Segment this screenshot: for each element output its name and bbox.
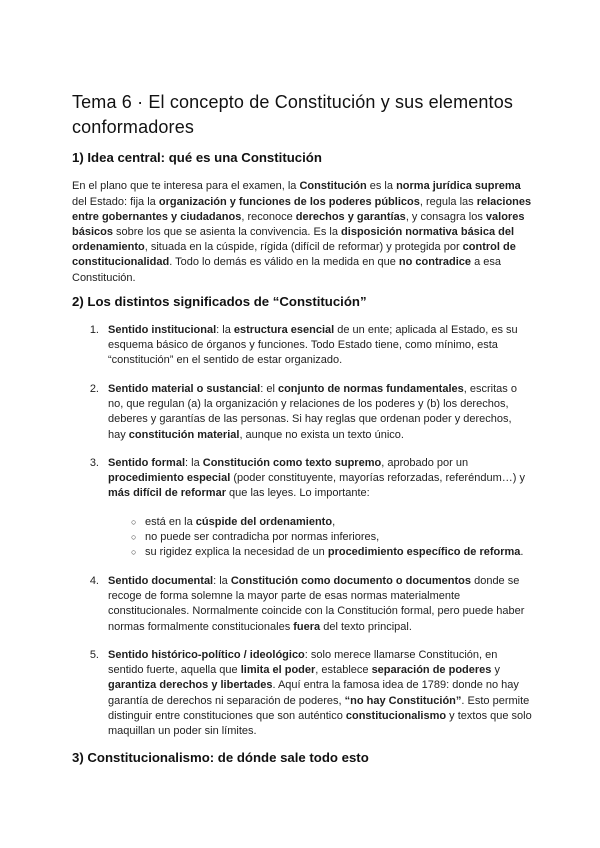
section-heading: 2) Los distintos significados de “Constitución” (72, 293, 367, 309)
text-run: del texto principal. (320, 620, 412, 633)
sub-list-item (145, 545, 532, 560)
bold-text-run: Sentido material o sustancial (108, 382, 261, 395)
bold-text-run: relaciones entre gobernantes y ciudadanos (72, 195, 532, 223)
list-item-text (108, 648, 532, 740)
bold-text-run: Sentido institucional (108, 323, 217, 336)
bold-text-run: garantiza derechos y libertades (108, 679, 273, 692)
bold-text-run: Sentido formal (108, 456, 186, 469)
bold-text-run: derechos y garantías (295, 210, 406, 223)
bold-text-run: limita el poder (240, 664, 316, 677)
bold-text-run: control de constitucionalidad (72, 241, 516, 269)
section-significados (72, 293, 534, 740)
bold-text-run: Constitución como documento o documentos (230, 574, 472, 587)
bold-text-run: Constitución como texto supremo (202, 456, 382, 469)
bold-text-run: Sentido documental (108, 574, 214, 587)
bold-text-run: Sentido histórico-político / ideológico (108, 648, 305, 661)
document-title: Tema 6 · El concepto de Constitución y sus elementos conformadores (72, 92, 514, 137)
document-body (72, 90, 534, 767)
bold-text-run: fuera (293, 620, 321, 633)
text-run: : la (213, 574, 231, 587)
text-run: . Aquí entra la famosa idea de 1789: donde no hay garantía de derechos ni separación de poderes, (108, 679, 519, 707)
text-run: es la (366, 180, 397, 193)
bold-text-run: constitucionalismo (345, 710, 447, 723)
bold-text-run: no contradice (398, 256, 472, 269)
list-item (72, 456, 534, 561)
text-run: , y consagra los (405, 210, 486, 223)
bold-text-run: “no hay Constitución” (344, 694, 462, 707)
text-run: está en la (145, 515, 196, 528)
list-item-text (108, 574, 532, 635)
text-run: : el (260, 382, 278, 395)
list-number: 2. (89, 382, 99, 395)
bold-text-run: cúspide del ordenamiento (195, 515, 333, 528)
list-item (72, 382, 534, 443)
bold-text-run: Constitución (299, 180, 367, 193)
text-run: , situada en la cúspide, rígida (difícil de reformar) y protegida por (144, 241, 463, 254)
bold-text-run: valores básicos (72, 210, 525, 238)
list-number: 5. (89, 648, 99, 661)
bold-text-run: estructura esencial (233, 323, 335, 336)
list-number: 3. (89, 456, 99, 469)
text-run: : solo merece llamarse Constitución, en sentido fuerte, aquella que (108, 648, 498, 677)
sub-list (108, 515, 532, 561)
text-run: En el plano que te interesa para el examen, la (72, 180, 300, 193)
sub-list-item (145, 530, 532, 545)
bold-text-run: norma jurídica suprema (396, 180, 521, 193)
text-run: , (332, 515, 336, 528)
text-run: su rigidez explica la necesidad de un (145, 546, 328, 559)
bold-text-run: conjunto de normas fundamentales (277, 382, 464, 395)
text-run: a esa Constitución. (72, 256, 502, 284)
text-run: y textos que solo maquillan un poder sin límites. (108, 710, 532, 738)
text-run: que las leyes. Lo importante: (226, 487, 370, 500)
section-idea-central (72, 149, 534, 286)
text-run: , escritas o no, que regulan (a) la organización y relaciones de los poderes y (b) los derechos, deberes y garantías de las personas. Si hay reglas que ordenan poder y derechos, hay (108, 382, 517, 441)
meanings-list (72, 323, 534, 740)
section-heading: 3) Constitucionalismo: de dónde sale todo esto (72, 749, 369, 765)
sub-list-item (145, 515, 532, 530)
bold-text-run: constitución material (128, 428, 240, 441)
text-run: . (520, 546, 524, 559)
text-run: y (491, 664, 500, 677)
text-run: , establece (315, 664, 372, 677)
text-run: sobre los que se asienta la convivencia. Es la (112, 226, 342, 238)
text-run: . Todo lo demás es válido en la medida en que (169, 256, 399, 269)
text-run: , regula las (419, 195, 477, 208)
text-run: , aunque no exista un texto único. (239, 428, 404, 441)
list-item-text (108, 456, 532, 502)
text-run: (poder constituyente, mayorías reforzadas, referéndum…) y (230, 472, 525, 485)
text-run: , reconoce (241, 210, 296, 223)
list-item (72, 574, 534, 635)
list-item-text (108, 323, 532, 369)
intro-paragraph (72, 179, 534, 285)
list-item (72, 323, 534, 369)
text-run: no puede ser contradicha por normas inferiores, (145, 531, 380, 544)
bold-text-run: procedimiento especial (108, 472, 231, 485)
text-run: : la (185, 456, 203, 469)
text-run: : la (216, 323, 234, 336)
text-run: . Esto permite distinguir entre constituciones que son auténtico (108, 694, 530, 723)
bold-text-run: disposición normativa básica del ordenamiento (72, 226, 515, 254)
text-run: , aprobado por un (381, 456, 469, 469)
section-heading: 1) Idea central: qué es una Constitución (72, 150, 322, 165)
bold-text-run: organización y funciones de los poderes públicos (158, 195, 420, 208)
list-number: 1. (89, 323, 99, 336)
bold-text-run: más difícil de reformar (108, 487, 226, 500)
bold-text-run: separación de poderes (371, 664, 492, 677)
text-run: de un ente; aplicada al Estado, es su esquema básico de órganos y funciones. Todo Estado tiene, como mínimo, esta “constitución” en el sentido de estar organizado. (108, 323, 518, 367)
list-item-body (108, 456, 532, 561)
section-constitucionalismo (72, 749, 534, 767)
text-run: donde se recoge de forma solemne la mayor parte de esas normas materialmente constitucionales. Normalmente coincide con la Constitución formal, pero puede haber normas formalmente constitucionales (108, 574, 525, 633)
list-item-text (108, 382, 532, 443)
list-number: 4. (89, 574, 99, 587)
bold-text-run: procedimiento específico de reforma (327, 546, 521, 559)
list-item (72, 648, 534, 740)
text-run: del Estado: fija la (72, 195, 159, 208)
